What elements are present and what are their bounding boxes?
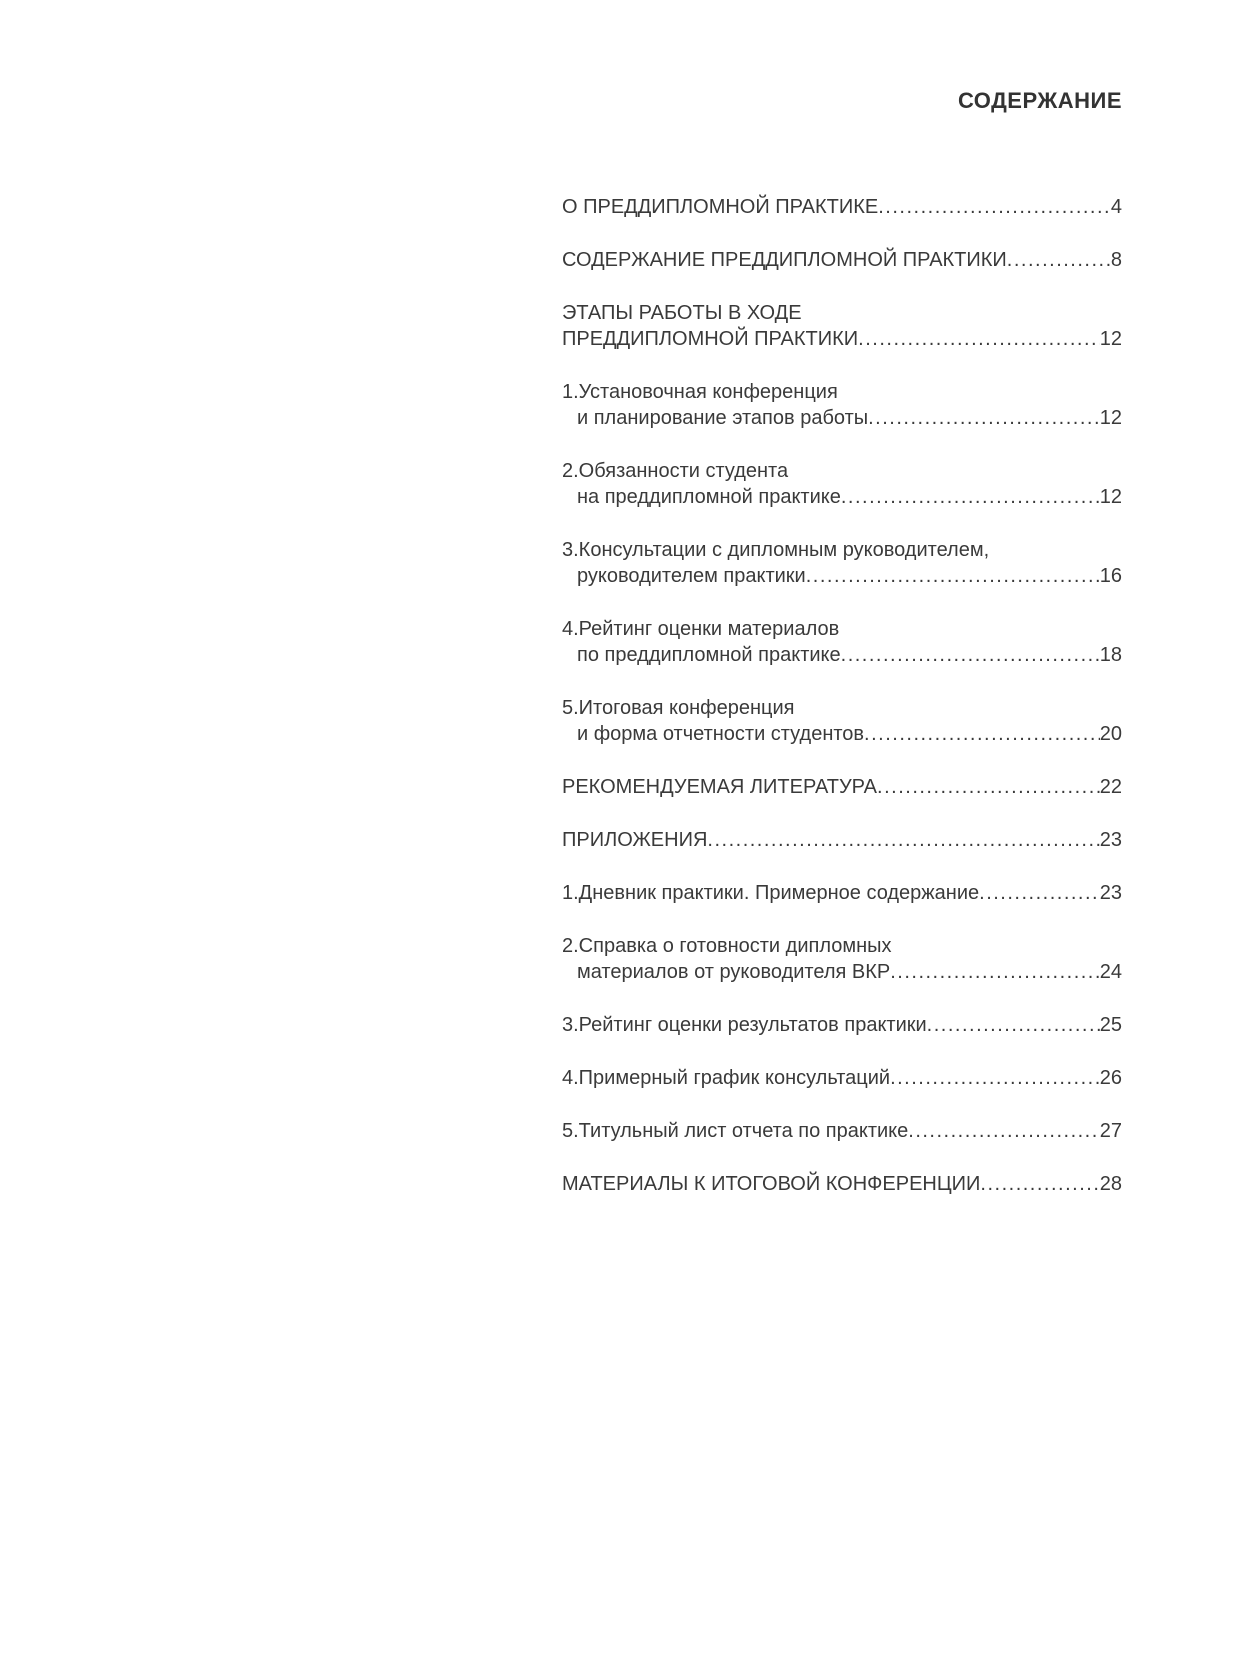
toc-entry (562, 379, 1122, 431)
dot-leader (878, 194, 1111, 220)
dot-leader (927, 1012, 1100, 1038)
toc-line (562, 695, 1122, 721)
page-number: 20 (1099, 723, 1122, 745)
toc-entry (562, 1012, 1122, 1038)
toc-entry-label: и форма отчетности студентов (577, 723, 865, 745)
toc-entry-label: 5.Титульный лист отчета по практике (562, 1120, 909, 1142)
toc-line (562, 721, 1122, 747)
toc-line (562, 642, 1122, 668)
toc-entry-label: материалов от руководителя ВКР (577, 961, 891, 983)
toc-entry (562, 1118, 1122, 1144)
toc-line (562, 405, 1122, 431)
dot-leader (806, 563, 1100, 589)
toc-entry (562, 194, 1122, 220)
toc-entry (562, 300, 1122, 352)
toc-line (562, 774, 1122, 800)
toc-entry-label: 4.Примерный график консультаций (562, 1067, 891, 1089)
toc-entry (562, 247, 1122, 273)
dot-leader (890, 959, 1100, 985)
toc-line (562, 379, 1122, 405)
toc-line (562, 563, 1122, 589)
dot-leader (864, 721, 1100, 747)
toc-line (562, 300, 1122, 326)
page-number: 18 (1099, 644, 1122, 666)
toc-entry (562, 458, 1122, 510)
dot-leader (877, 774, 1100, 800)
toc-list (562, 194, 1122, 1224)
page-number: 26 (1099, 1067, 1122, 1089)
page-number: 12 (1099, 407, 1122, 429)
toc-line (562, 1118, 1122, 1144)
toc-entry-label: по преддипломной практике (577, 644, 841, 666)
toc-entry (562, 774, 1122, 800)
toc-entry (562, 827, 1122, 853)
dot-leader (890, 1065, 1100, 1091)
dot-leader (868, 405, 1100, 431)
dot-leader (980, 1171, 1099, 1197)
dot-leader (858, 326, 1100, 352)
page-number: 12 (1099, 486, 1122, 508)
toc-line (562, 959, 1122, 985)
toc-entry-label: на преддипломной практике (577, 486, 841, 508)
page-number: 28 (1099, 1173, 1122, 1195)
toc-line (562, 194, 1122, 220)
toc-entry (562, 933, 1122, 985)
page-number: 8 (1110, 249, 1122, 271)
dot-leader (979, 880, 1100, 906)
toc-line (562, 880, 1122, 906)
toc-entry-label: РЕКОМЕНДУЕМАЯ ЛИТЕРАТУРА (562, 776, 878, 798)
toc-entry (562, 880, 1122, 906)
toc-line (562, 933, 1122, 959)
toc-entry (562, 1065, 1122, 1091)
toc-entry-label: 1.Установочная конференция (562, 381, 838, 403)
dot-leader (707, 827, 1099, 853)
dot-leader (841, 642, 1100, 668)
toc-line (562, 1065, 1122, 1091)
toc-entry-label: руководителем практики (577, 565, 806, 587)
toc-entry-label: ЭТАПЫ РАБОТЫ В ХОДЕ (562, 302, 802, 324)
page-title: СОДЕРЖАНИЕ (957, 88, 1122, 113)
page-number: 12 (1099, 328, 1122, 350)
toc-line (562, 1171, 1122, 1197)
dot-leader (1007, 247, 1111, 273)
page-number: 23 (1099, 829, 1122, 851)
page-number: 25 (1099, 1014, 1122, 1036)
toc-entry-label: 2.Справка о готовности дипломных (562, 935, 892, 957)
toc-line (562, 326, 1122, 352)
page-number: 23 (1099, 882, 1122, 904)
toc-entry-label: 4.Рейтинг оценки материалов (562, 618, 840, 640)
toc-entry-label: ПРИЛОЖЕНИЯ (562, 829, 708, 851)
toc-line (562, 616, 1122, 642)
toc-entry (562, 1171, 1122, 1197)
page-number: 22 (1099, 776, 1122, 798)
toc-entry (562, 616, 1122, 668)
toc-entry (562, 537, 1122, 589)
toc-entry-label: 5.Итоговая конференция (562, 697, 795, 719)
toc-line (562, 537, 1122, 563)
toc-entry-label: 2.Обязанности студента (562, 460, 789, 482)
toc-entry-label: и планирование этапов работы (577, 407, 869, 429)
toc-entry-label: 3.Консультации с дипломным руководителем, (562, 539, 990, 561)
toc-line (562, 247, 1122, 273)
page-number: 16 (1099, 565, 1122, 587)
toc-entry-label: О ПРЕДДИПЛОМНОЙ ПРАКТИКЕ (562, 196, 879, 218)
toc-entry-label: 3.Рейтинг оценки результатов практики (562, 1014, 927, 1036)
toc-entry (562, 695, 1122, 747)
toc-entry-label: СОДЕРЖАНИЕ ПРЕДДИПЛОМНОЙ ПРАКТИКИ (562, 249, 1007, 271)
page-number: 27 (1099, 1120, 1122, 1142)
dot-leader (841, 484, 1100, 510)
toc-line (562, 827, 1122, 853)
page-number: 24 (1099, 961, 1122, 983)
toc-line (562, 458, 1122, 484)
toc-entry-label: МАТЕРИАЛЫ К ИТОГОВОЙ КОНФЕРЕНЦИИ (562, 1173, 981, 1195)
toc-entry-label: ПРЕДДИПЛОМНОЙ ПРАКТИКИ (562, 328, 859, 350)
page-number: 4 (1110, 196, 1122, 218)
toc-line (562, 1012, 1122, 1038)
toc-line (562, 484, 1122, 510)
toc-entry-label: 1.Дневник практики. Примерное содержание (562, 882, 980, 904)
dot-leader (908, 1118, 1099, 1144)
